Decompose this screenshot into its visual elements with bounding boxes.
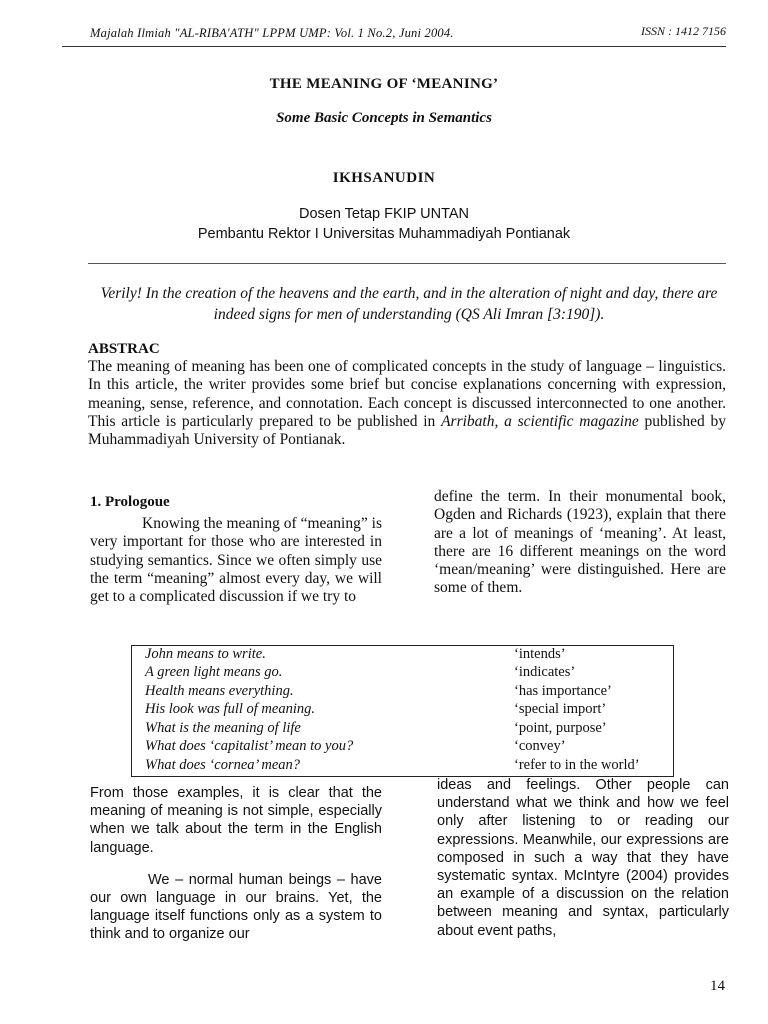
example-sentence: John means to write. bbox=[145, 646, 266, 662]
right-column-bottom bbox=[437, 776, 729, 940]
example-sentence: What does ‘cornea’ mean? bbox=[145, 757, 301, 773]
example-meaning: ‘point, purpose’ bbox=[514, 720, 607, 736]
paragraph: We – normal human beings – have our own language in our brains. Yet, the language itself functions only as a system to think and to organize our bbox=[90, 871, 382, 943]
author-name: IKHSANUDIN bbox=[332, 170, 436, 186]
abstract-italic-title: Arribath, a scientific magazine bbox=[441, 412, 639, 430]
abstract-body bbox=[88, 358, 726, 449]
example-row bbox=[132, 738, 673, 756]
article-title: THE MEANING OF ‘MEANING’ bbox=[269, 76, 499, 92]
example-row bbox=[132, 720, 673, 738]
journal-header: Majalah Ilmiah "AL-RIBA'ATH" LPPM UMP: Vol. 1 No.2, Juni 2004. bbox=[90, 26, 454, 40]
example-row bbox=[132, 757, 673, 775]
example-meaning: ‘special import’ bbox=[514, 701, 607, 717]
left-column-top bbox=[90, 515, 382, 606]
abstract-tail: published by Muhammadiyah University of Pontianak. bbox=[88, 412, 727, 449]
right-column-top bbox=[434, 488, 726, 598]
examples-table bbox=[131, 645, 674, 777]
example-meaning: ‘convey’ bbox=[514, 738, 566, 754]
epigraph: Verily! In the creation of the heavens and the earth, and in the alteration of night and day, there are indeed signs for men of understanding (QS Ali Imran [3:190]). bbox=[100, 285, 718, 323]
example-meaning: ‘intends’ bbox=[514, 646, 566, 662]
example-row bbox=[132, 646, 673, 664]
paragraph: ideas and feelings. Other people can understand what we think and how we feel only after listening to or reading our expressions. Meanwhile, our expressions are composed in such a way that they have systematic syntax. McIntyre (2004) provides an example of a discussion on the relation between meaning and syntax, particularly about event paths, bbox=[437, 777, 729, 939]
author-affiliation-1: Dosen Tetap FKIP UNTAN bbox=[298, 206, 470, 222]
article-subtitle: Some Basic Concepts in Semantics bbox=[276, 110, 492, 126]
example-sentence: What does ‘capitalist’ mean to you? bbox=[145, 738, 354, 754]
example-meaning: ‘has importance’ bbox=[514, 683, 612, 699]
abstract-heading: ABSTRAC bbox=[88, 341, 160, 357]
example-meaning: ‘refer to in the world’ bbox=[514, 757, 640, 773]
left-column-bottom bbox=[90, 784, 382, 958]
paragraph: From those examples, it is clear that the meaning of meaning is not simple, especially when we talk about the term in the English language. bbox=[90, 785, 382, 856]
example-sentence: His look was full of meaning. bbox=[145, 701, 315, 717]
example-row bbox=[132, 683, 673, 701]
example-sentence: What is the meaning of life bbox=[145, 720, 301, 736]
section-heading: 1. Prologoue bbox=[90, 494, 170, 510]
abstract-text: The meaning of meaning has been one of complicated concepts in the study of language – linguistics. In this article, the writer provides some brief but concise explanations concerning with expression, meaning, sense, reference, and connotation. Each concept is discussed interconnected to one another. This article is particularly prepared to be published in bbox=[88, 358, 726, 430]
example-row bbox=[132, 701, 673, 719]
paragraph: define the term. In their monumental book, Ogden and Richards (1923), explain that there are a lot of meanings of ‘meaning’. At least, there are 16 different meanings on the word ‘mean/meaning’ were distinguished. Here are some of them. bbox=[434, 488, 726, 597]
paragraph: Knowing the meaning of “meaning” is very important for those who are interested in studying semantics. Since we often simply use the term “meaning” almost every day, we will get to a complicated discussion if we try to bbox=[90, 515, 382, 606]
running-header bbox=[62, 22, 726, 47]
example-row bbox=[132, 664, 673, 682]
example-meaning: ‘indicates’ bbox=[514, 664, 576, 680]
issn-label: ISSN : 1412 7156 bbox=[641, 24, 726, 38]
example-sentence: A green light means go. bbox=[145, 664, 283, 680]
author-affiliation-2: Pembantu Rektor I Universitas Muhammadiyah Pontianak bbox=[197, 226, 571, 242]
page-number: 14 bbox=[710, 978, 725, 994]
divider bbox=[88, 263, 726, 264]
example-sentence: Health means everything. bbox=[145, 683, 294, 699]
